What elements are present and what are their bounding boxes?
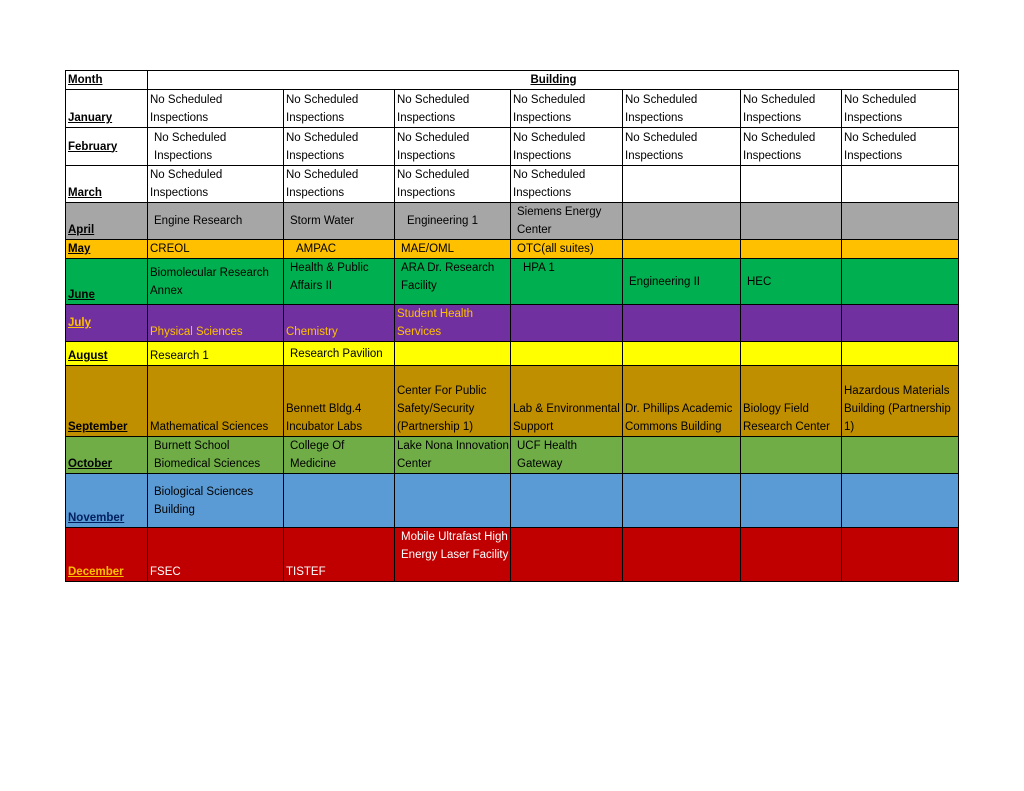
building-cell — [623, 166, 741, 203]
month-label-november: November — [66, 474, 148, 528]
building-cell: FSEC — [148, 528, 284, 582]
building-cell: OTC(all suites) — [511, 240, 623, 259]
building-cell — [842, 437, 959, 474]
building-cell: Engineering 1 — [395, 203, 511, 240]
building-cell: No Scheduled Inspections — [148, 166, 284, 203]
building-cell: Lab & Environmental Support — [511, 366, 623, 437]
building-cell: Student Health Services — [395, 305, 511, 342]
month-label-may: May — [66, 240, 148, 259]
building-cell: HEC — [741, 259, 842, 305]
building-cell — [741, 528, 842, 582]
month-label-october: October — [66, 437, 148, 474]
month-label-january: January — [66, 90, 148, 128]
building-cell: Health & Public Affairs II — [284, 259, 395, 305]
building-cell: Center For Public Safety/Security (Partnership 1) — [395, 366, 511, 437]
month-label-february: February — [66, 128, 148, 166]
month-label-march: March — [66, 166, 148, 203]
month-label-september: September — [66, 366, 148, 437]
building-cell — [623, 240, 741, 259]
month-row-november — [66, 474, 959, 528]
month-column-header: Month — [66, 71, 148, 90]
building-cell: No Scheduled Inspections — [395, 128, 511, 166]
building-cell: No Scheduled Inspections — [148, 90, 284, 128]
building-cell: No Scheduled Inspections — [842, 90, 959, 128]
building-cell: Lake Nona Innovation Center — [395, 437, 511, 474]
building-cell — [842, 240, 959, 259]
building-column-header: Building — [148, 71, 959, 90]
building-cell: Biology Field Research Center — [741, 366, 842, 437]
building-cell: No Scheduled Inspections — [284, 128, 395, 166]
building-cell: Hazardous Materials Building (Partnership 1) — [842, 366, 959, 437]
month-row-may — [66, 240, 959, 259]
building-cell — [741, 203, 842, 240]
building-cell: No Scheduled Inspections — [623, 128, 741, 166]
month-row-august — [66, 342, 959, 366]
building-cell: Biomolecular Research Annex — [148, 259, 284, 305]
month-row-september — [66, 366, 959, 437]
building-cell: HPA 1 — [511, 259, 623, 305]
building-cell: No Scheduled Inspections — [395, 166, 511, 203]
building-cell — [842, 474, 959, 528]
building-cell: Burnett School Biomedical Sciences — [148, 437, 284, 474]
building-cell — [511, 474, 623, 528]
building-cell: CREOL — [148, 240, 284, 259]
month-label-july: July — [66, 305, 148, 342]
building-cell — [741, 240, 842, 259]
building-cell: No Scheduled Inspections — [842, 128, 959, 166]
building-cell: No Scheduled Inspections — [148, 128, 284, 166]
building-cell — [511, 305, 623, 342]
building-cell — [842, 528, 959, 582]
building-cell: Mobile Ultrafast High Energy Laser Facility — [395, 528, 511, 582]
building-cell: Siemens Energy Center — [511, 203, 623, 240]
building-cell: Engineering II — [623, 259, 741, 305]
building-cell: UCF Health Gateway — [511, 437, 623, 474]
building-cell — [741, 342, 842, 366]
building-cell: No Scheduled Inspections — [511, 166, 623, 203]
building-cell: AMPAC — [284, 240, 395, 259]
building-cell: No Scheduled Inspections — [511, 90, 623, 128]
building-cell — [623, 203, 741, 240]
month-label-april: April — [66, 203, 148, 240]
building-cell: No Scheduled Inspections — [741, 90, 842, 128]
header-row — [66, 71, 959, 90]
building-cell: No Scheduled Inspections — [623, 90, 741, 128]
building-cell — [395, 474, 511, 528]
month-label-august: August — [66, 342, 148, 366]
building-cell: No Scheduled Inspections — [284, 90, 395, 128]
building-cell: Chemistry — [284, 305, 395, 342]
building-cell: Dr. Phillips Academic Commons Building — [623, 366, 741, 437]
building-cell — [511, 528, 623, 582]
building-cell — [842, 203, 959, 240]
building-cell: No Scheduled Inspections — [511, 128, 623, 166]
building-cell — [842, 259, 959, 305]
month-row-july — [66, 305, 959, 342]
month-row-june — [66, 259, 959, 305]
month-label-december: December — [66, 528, 148, 582]
building-cell: TISTEF — [284, 528, 395, 582]
building-cell — [623, 305, 741, 342]
building-cell: No Scheduled Inspections — [741, 128, 842, 166]
building-cell: Bennett Bldg.4 Incubator Labs — [284, 366, 395, 437]
building-cell — [284, 474, 395, 528]
building-cell — [842, 342, 959, 366]
building-cell — [623, 474, 741, 528]
inspection-schedule-table — [65, 70, 959, 582]
building-cell — [741, 305, 842, 342]
building-cell — [511, 342, 623, 366]
month-row-december — [66, 528, 959, 582]
building-cell: College Of Medicine — [284, 437, 395, 474]
month-row-march — [66, 166, 959, 203]
building-cell: Engine Research — [148, 203, 284, 240]
building-cell: Mathematical Sciences — [148, 366, 284, 437]
month-row-february — [66, 128, 959, 166]
building-cell — [741, 437, 842, 474]
building-cell — [741, 166, 842, 203]
building-cell: MAE/OML — [395, 240, 511, 259]
month-row-april — [66, 203, 959, 240]
building-cell — [395, 342, 511, 366]
building-cell: Research 1 — [148, 342, 284, 366]
month-row-january — [66, 90, 959, 128]
building-cell — [842, 166, 959, 203]
building-cell — [741, 474, 842, 528]
building-cell — [623, 528, 741, 582]
building-cell: Research Pavilion — [284, 342, 395, 366]
building-cell: No Scheduled Inspections — [284, 166, 395, 203]
building-cell: Physical Sciences — [148, 305, 284, 342]
building-cell — [623, 342, 741, 366]
building-cell — [842, 305, 959, 342]
month-label-june: June — [66, 259, 148, 305]
building-cell: Storm Water — [284, 203, 395, 240]
building-cell: No Scheduled Inspections — [395, 90, 511, 128]
building-cell: ARA Dr. Research Facility — [395, 259, 511, 305]
building-cell: Biological Sciences Building — [148, 474, 284, 528]
building-cell — [623, 437, 741, 474]
month-row-october — [66, 437, 959, 474]
